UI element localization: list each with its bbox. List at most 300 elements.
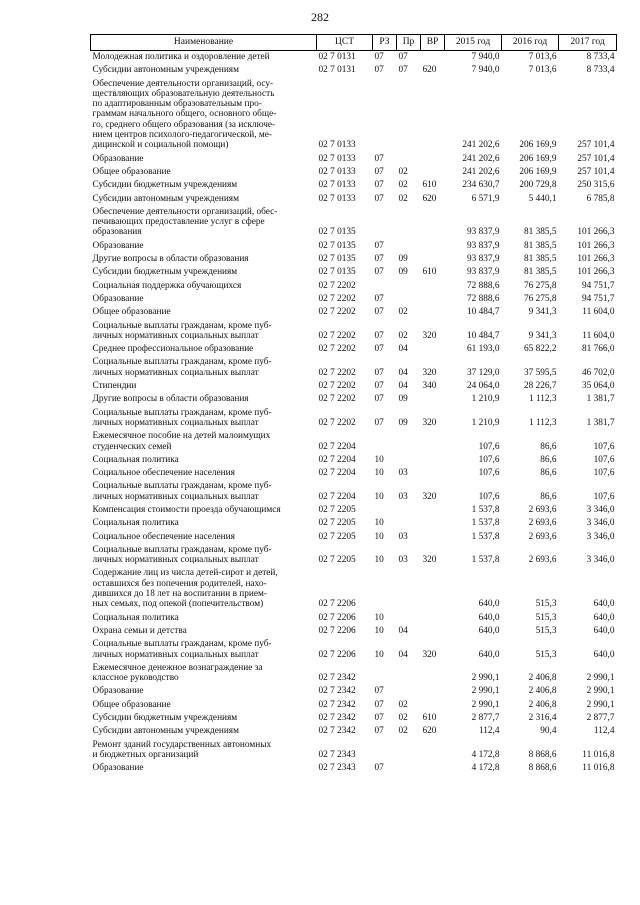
row-2017-cell: 107,6 [593, 491, 615, 502]
row-pr-cell: 02 [398, 726, 408, 737]
row-pr-cell: 04 [398, 344, 408, 355]
row-cst-cell: 02 7 2205 [318, 531, 356, 542]
row-vr-cell [421, 531, 445, 544]
row-2017-cell: 257 101,4 [577, 153, 615, 164]
header-2016: 2016 год [502, 35, 559, 51]
row-rz-cell: 10 [374, 649, 384, 660]
row-pr-cell: 09 [398, 267, 408, 278]
row-name-cell: Образование [92, 763, 144, 774]
row-vr-cell [421, 517, 445, 530]
row-cst-cell: 02 7 2206 [318, 599, 356, 610]
row-2017-cell: 640,0 [593, 599, 615, 610]
row-name-cell: Образование [92, 686, 144, 697]
row-2016-cell: 2 693,6 [528, 518, 557, 529]
header-vr: ВР [421, 35, 445, 51]
row-cst-cell: 02 7 2342 [318, 686, 356, 697]
table-row [91, 320, 617, 344]
row-pr-cell [397, 293, 421, 306]
row-rz-cell [373, 78, 397, 153]
row-name-cell: Обеспечение деятельности организаций, обес- печивающих предоставление услуг в сфере образования [92, 206, 278, 238]
row-cst-cell: 02 7 2205 [318, 504, 356, 515]
row-name-cell: Образование [92, 293, 144, 304]
row-2016-cell: 28 226,7 [523, 381, 557, 392]
row-name-cell: Охрана семьи и детства [92, 625, 187, 636]
row-name-cell: Субсидии бюджетным учреждениям [92, 180, 238, 191]
row-vr-cell: 320 [422, 649, 437, 660]
budget-table [90, 34, 617, 776]
row-2016-cell: 7 013,6 [528, 52, 557, 62]
table-row [91, 685, 617, 698]
row-pr-cell [397, 430, 421, 454]
row-vr-cell [421, 240, 445, 253]
row-2017-cell: 1 381,7 [586, 394, 615, 405]
row-rz-cell: 07 [374, 367, 384, 378]
row-2015-cell: 2 877,7 [471, 713, 500, 724]
page-number: 282 [311, 10, 329, 24]
row-cst-cell: 02 7 2204 [318, 441, 356, 452]
row-rz-cell: 07 [374, 65, 384, 76]
row-pr-cell: 02 [398, 699, 408, 710]
row-pr-cell [397, 454, 421, 467]
table-row [91, 266, 617, 279]
row-2015-cell: 93 837,9 [466, 267, 500, 278]
row-cst-cell: 02 7 2343 [318, 749, 356, 760]
row-rz-cell: 07 [374, 699, 384, 710]
row-2015-cell: 4 172,8 [471, 749, 500, 760]
row-cst-cell: 02 7 2202 [318, 381, 356, 392]
row-vr-cell [421, 762, 445, 775]
header-rz: РЗ [373, 35, 397, 51]
row-name-cell: Социальная политика [92, 612, 179, 623]
row-2015-cell: 640,0 [478, 625, 500, 636]
row-cst-cell: 02 7 2202 [318, 417, 356, 428]
row-2016-cell: 7 013,6 [528, 65, 557, 76]
row-name-cell: Стипендии [92, 381, 137, 392]
row-2015-cell: 241 202,6 [462, 140, 500, 151]
row-2015-cell: 2 990,1 [471, 673, 500, 684]
row-name-cell: Социальные выплаты гражданам, кроме пуб- личных нормативных социальных выплат [92, 481, 272, 502]
row-2015-cell: 1 537,8 [471, 518, 500, 529]
table-row [91, 531, 617, 544]
row-2016-cell: 86,6 [540, 468, 557, 479]
row-2017-cell: 640,0 [593, 612, 615, 623]
row-name-cell: Субсидии автономным учреждениям [92, 193, 239, 204]
row-2016-cell: 86,6 [540, 441, 557, 452]
row-2017-cell: 94 751,7 [581, 293, 615, 304]
row-vr-cell: 320 [422, 367, 437, 378]
row-vr-cell [421, 699, 445, 712]
row-pr-cell: 02 [398, 307, 408, 318]
row-name-cell: Содержание лиц из числа детей-сирот и детей, оставшихся без попечения родителей, нахо- дившихся до 18 лет на воспитании в прием- ных семьях, под опекой (попечительством) [92, 568, 278, 610]
table-row [91, 612, 617, 625]
row-cst-cell: 02 7 2204 [318, 491, 356, 502]
row-vr-cell [421, 343, 445, 356]
row-2016-cell: 2 693,6 [528, 504, 557, 515]
row-cst-cell: 02 7 0131 [318, 52, 356, 62]
row-rz-cell: 07 [374, 293, 384, 304]
row-vr-cell [421, 51, 445, 65]
row-2016-cell: 206 169,9 [519, 166, 557, 177]
row-cst-cell: 02 7 0133 [318, 166, 356, 177]
row-cst-cell: 02 7 2343 [318, 763, 356, 774]
row-vr-cell: 320 [422, 555, 437, 566]
row-2017-cell: 640,0 [593, 625, 615, 636]
row-vr-cell [421, 612, 445, 625]
row-rz-cell [373, 662, 397, 686]
row-rz-cell: 07 [374, 52, 384, 62]
row-vr-cell: 320 [422, 491, 437, 502]
row-vr-cell [421, 206, 445, 240]
header-2017: 2017 год [559, 35, 617, 51]
row-vr-cell [421, 467, 445, 480]
row-rz-cell [373, 504, 397, 517]
row-2016-cell: 206 169,9 [519, 153, 557, 164]
row-2015-cell: 241 202,6 [462, 153, 500, 164]
row-2016-cell: 86,6 [540, 454, 557, 465]
row-rz-cell [373, 430, 397, 454]
row-vr-cell: 320 [422, 330, 437, 341]
row-2015-cell: 241 202,6 [462, 166, 500, 177]
row-2016-cell: 90,4 [540, 726, 557, 737]
row-vr-cell [421, 454, 445, 467]
row-name-cell: Социальные выплаты гражданам, кроме пуб- личных нормативных социальных выплат [92, 639, 272, 660]
row-2016-cell: 2 693,6 [528, 531, 557, 542]
row-pr-cell: 09 [398, 394, 408, 405]
table-row [91, 380, 617, 393]
table-row [91, 725, 617, 738]
row-vr-cell [421, 166, 445, 179]
row-2015-cell: 1 537,8 [471, 504, 500, 515]
row-vr-cell [421, 253, 445, 266]
row-2015-cell: 107,6 [478, 454, 500, 465]
row-2015-cell: 107,6 [478, 468, 500, 479]
row-2016-cell: 206 169,9 [519, 140, 557, 151]
row-name-cell: Социальная поддержка обучающихся [92, 280, 242, 291]
row-name-cell: Среднее профессиональное образование [92, 344, 254, 355]
row-vr-cell [421, 78, 445, 153]
row-rz-cell: 07 [374, 726, 384, 737]
row-rz-cell: 10 [374, 625, 384, 636]
row-rz-cell: 07 [374, 166, 384, 177]
row-rz-cell: 07 [374, 344, 384, 355]
row-rz-cell [373, 280, 397, 293]
table-row [91, 64, 617, 77]
row-rz-cell: 10 [374, 531, 384, 542]
row-2017-cell: 2 990,1 [586, 699, 615, 710]
row-pr-cell [397, 762, 421, 775]
table-row [91, 407, 617, 431]
table-row [91, 712, 617, 725]
row-2016-cell: 1 112,3 [528, 417, 557, 428]
row-pr-cell [397, 206, 421, 240]
row-rz-cell [373, 206, 397, 240]
row-2015-cell: 112,4 [478, 726, 500, 737]
row-2015-cell: 7 940,0 [471, 65, 500, 76]
row-2017-cell: 101 266,3 [577, 254, 615, 265]
table-row [91, 454, 617, 467]
row-name-cell: Другие вопросы в области образования [92, 254, 249, 265]
table-header-row [91, 35, 617, 51]
row-pr-cell: 02 [398, 193, 408, 204]
row-pr-cell [397, 280, 421, 293]
row-vr-cell: 340 [422, 381, 437, 392]
row-vr-cell: 610 [422, 713, 437, 724]
row-2015-cell: 640,0 [478, 649, 500, 660]
table-row [91, 179, 617, 192]
table-row [91, 166, 617, 179]
row-2015-cell: 72 888,6 [466, 280, 500, 291]
row-2017-cell: 46 702,0 [581, 367, 615, 378]
table-row [91, 699, 617, 712]
table-row [91, 293, 617, 306]
row-vr-cell: 610 [422, 267, 437, 278]
row-pr-cell [397, 739, 421, 763]
row-pr-cell: 09 [398, 254, 408, 265]
row-cst-cell: 02 7 2202 [318, 280, 356, 291]
table-row [91, 638, 617, 662]
row-2017-cell: 257 101,4 [577, 140, 615, 151]
header-cst: ЦСТ [317, 35, 373, 51]
table-row [91, 625, 617, 638]
row-2015-cell: 7 940,0 [471, 52, 500, 62]
row-name-cell: Образование [92, 153, 144, 164]
row-2015-cell: 1 537,8 [471, 555, 500, 566]
row-cst-cell: 02 7 2206 [318, 649, 356, 660]
row-2016-cell: 515,3 [535, 612, 557, 623]
row-name-cell: Компенсация стоимости проезда обучающимся [92, 504, 281, 515]
row-rz-cell: 07 [374, 254, 384, 265]
row-pr-cell: 04 [398, 649, 408, 660]
row-rz-cell: 10 [374, 454, 384, 465]
row-2015-cell: 10 484,7 [466, 307, 500, 318]
row-2017-cell: 101 266,3 [577, 240, 615, 251]
row-pr-cell [397, 240, 421, 253]
row-rz-cell: 07 [374, 180, 384, 191]
row-cst-cell: 02 7 0133 [318, 180, 356, 191]
row-cst-cell: 02 7 0133 [318, 153, 356, 164]
row-vr-cell [421, 504, 445, 517]
row-cst-cell: 02 7 2342 [318, 673, 356, 684]
row-pr-cell: 02 [398, 166, 408, 177]
row-cst-cell: 02 7 0133 [318, 140, 356, 151]
row-rz-cell: 07 [374, 417, 384, 428]
row-2015-cell: 37 129,0 [466, 367, 500, 378]
row-2015-cell: 93 837,9 [466, 254, 500, 265]
row-rz-cell: 07 [374, 330, 384, 341]
row-2017-cell: 101 266,3 [577, 267, 615, 278]
row-name-cell: Молодежная политика и оздоровление детей [92, 52, 270, 62]
row-2015-cell: 2 990,1 [471, 686, 500, 697]
table-row [91, 504, 617, 517]
table-row [91, 662, 617, 686]
row-pr-cell [397, 153, 421, 166]
row-rz-cell: 07 [374, 394, 384, 405]
header-name: Наименование [91, 35, 317, 51]
table-row [91, 78, 617, 153]
table-row [91, 240, 617, 253]
row-2015-cell: 93 837,9 [466, 240, 500, 251]
row-pr-cell: 03 [398, 468, 408, 479]
row-2016-cell: 8 868,6 [528, 763, 557, 774]
row-cst-cell: 02 7 2205 [318, 518, 356, 529]
row-2015-cell: 1 537,8 [471, 531, 500, 542]
row-2017-cell: 250 315,6 [577, 180, 615, 191]
row-2016-cell: 81 385,5 [523, 267, 557, 278]
row-cst-cell: 02 7 2202 [318, 367, 356, 378]
row-2017-cell: 94 751,7 [581, 280, 615, 291]
row-2016-cell: 65 822,2 [523, 344, 557, 355]
row-2016-cell: 515,3 [535, 649, 557, 660]
row-2017-cell: 107,6 [593, 468, 615, 479]
row-pr-cell: 02 [398, 330, 408, 341]
row-2015-cell: 72 888,6 [466, 293, 500, 304]
row-rz-cell: 07 [374, 153, 384, 164]
row-2017-cell: 2 877,7 [586, 713, 615, 724]
row-rz-cell: 10 [374, 491, 384, 502]
row-name-cell: Субсидии автономным учреждениям [92, 65, 239, 76]
row-rz-cell: 07 [374, 686, 384, 697]
row-2017-cell: 11 604,0 [582, 307, 615, 318]
row-cst-cell: 02 7 2202 [318, 307, 356, 318]
row-2016-cell: 9 341,3 [528, 330, 557, 341]
row-vr-cell: 620 [422, 726, 437, 737]
row-cst-cell: 02 7 0133 [318, 193, 356, 204]
row-2017-cell: 3 346,0 [586, 504, 615, 515]
table-row [91, 762, 617, 775]
row-cst-cell: 02 7 0131 [318, 65, 356, 76]
row-2017-cell: 101 266,3 [577, 227, 615, 238]
row-cst-cell: 02 7 2206 [318, 625, 356, 636]
table-row [91, 544, 617, 568]
row-2017-cell: 107,6 [593, 441, 615, 452]
row-2015-cell: 4 172,8 [471, 763, 500, 774]
row-vr-cell [421, 567, 445, 611]
row-rz-cell: 07 [374, 763, 384, 774]
row-cst-cell: 02 7 0135 [318, 267, 356, 278]
row-2016-cell: 9 341,3 [528, 307, 557, 318]
table-row [91, 280, 617, 293]
row-name-cell: Социальные выплаты гражданам, кроме пуб- личных нормативных социальных выплат [92, 320, 272, 341]
row-2015-cell: 640,0 [478, 599, 500, 610]
row-2016-cell: 2 406,8 [528, 686, 557, 697]
row-vr-cell [421, 662, 445, 686]
row-2017-cell: 11 016,8 [582, 763, 615, 774]
row-2016-cell: 2 406,8 [528, 699, 557, 710]
row-name-cell: Общее образование [92, 699, 171, 710]
row-2017-cell: 257 101,4 [577, 166, 615, 177]
table-row [91, 393, 617, 406]
row-2016-cell: 1 112,3 [528, 394, 557, 405]
row-2017-cell: 8 733,4 [586, 65, 615, 76]
row-2017-cell: 640,0 [593, 649, 615, 660]
row-2015-cell: 6 571,9 [471, 193, 500, 204]
table-row [91, 517, 617, 530]
row-2017-cell: 81 766,0 [581, 344, 615, 355]
row-2016-cell: 81 385,5 [523, 227, 557, 238]
row-2015-cell: 1 210,9 [471, 417, 500, 428]
row-cst-cell: 02 7 2342 [318, 699, 356, 710]
row-2015-cell: 1 210,9 [471, 394, 500, 405]
row-2017-cell: 112,4 [593, 726, 615, 737]
row-2015-cell: 93 837,9 [466, 227, 500, 238]
row-rz-cell [373, 567, 397, 611]
table-row [91, 467, 617, 480]
row-vr-cell [421, 280, 445, 293]
table-row [91, 306, 617, 319]
table-row [91, 193, 617, 206]
row-pr-cell [397, 612, 421, 625]
row-pr-cell: 07 [398, 65, 408, 76]
row-vr-cell [421, 293, 445, 306]
row-pr-cell: 02 [398, 713, 408, 724]
row-2017-cell: 107,6 [593, 454, 615, 465]
row-name-cell: Социальные выплаты гражданам, кроме пуб- личных нормативных социальных выплат [92, 544, 272, 566]
table-row [91, 343, 617, 356]
row-rz-cell: 10 [374, 612, 384, 623]
row-pr-cell: 07 [398, 52, 408, 62]
row-cst-cell: 02 7 2202 [318, 394, 356, 405]
row-rz-cell: 07 [374, 713, 384, 724]
row-vr-cell [421, 625, 445, 638]
row-pr-cell [397, 504, 421, 517]
row-2016-cell: 76 275,8 [523, 280, 557, 291]
table-row [91, 480, 617, 504]
row-rz-cell: 10 [374, 468, 384, 479]
row-vr-cell [421, 739, 445, 763]
row-2016-cell: 515,3 [535, 625, 557, 636]
row-rz-cell: 10 [374, 555, 384, 566]
row-vr-cell [421, 393, 445, 406]
row-pr-cell [397, 567, 421, 611]
row-name-cell: Социальные выплаты гражданам, кроме пуб- личных нормативных социальных выплат [92, 357, 272, 378]
row-name-cell: Ежемесячное денежное вознаграждение за классное руководство [92, 662, 263, 684]
row-name-cell: Образование [92, 240, 144, 251]
row-2017-cell: 6 785,8 [586, 193, 615, 204]
row-2015-cell: 10 484,7 [466, 330, 500, 341]
row-2016-cell: 8 868,6 [528, 749, 557, 760]
row-2016-cell: 81 385,5 [523, 240, 557, 251]
row-2015-cell: 234 630,7 [462, 180, 500, 191]
row-name-cell: Социальные выплаты гражданам, кроме пуб- личных нормативных социальных выплат [92, 407, 272, 428]
row-pr-cell [397, 685, 421, 698]
row-pr-cell [397, 662, 421, 686]
row-name-cell: Социальная политика [92, 518, 179, 529]
row-cst-cell: 02 7 2342 [318, 726, 356, 737]
row-2015-cell: 107,6 [478, 491, 500, 502]
row-2016-cell: 2 316,4 [528, 713, 557, 724]
row-vr-cell [421, 430, 445, 454]
row-name-cell: Социальная политика [92, 454, 179, 465]
row-name-cell: Социальное обеспечение населения [92, 531, 235, 542]
row-2016-cell: 76 275,8 [523, 293, 557, 304]
row-rz-cell: 07 [374, 307, 384, 318]
row-rz-cell: 07 [374, 381, 384, 392]
row-name-cell: Субсидии бюджетным учреждениям [92, 267, 238, 278]
row-vr-cell: 620 [422, 65, 437, 76]
row-pr-cell: 04 [398, 381, 408, 392]
row-2017-cell: 3 346,0 [586, 518, 615, 529]
row-2016-cell: 515,3 [535, 599, 557, 610]
row-2017-cell: 8 733,4 [586, 52, 615, 62]
row-2017-cell: 3 346,0 [586, 555, 615, 566]
row-2017-cell: 3 346,0 [586, 531, 615, 542]
row-cst-cell: 02 7 2206 [318, 612, 356, 623]
row-pr-cell: 03 [398, 555, 408, 566]
row-vr-cell: 320 [422, 417, 437, 428]
row-vr-cell: 620 [422, 193, 437, 204]
row-pr-cell: 09 [398, 417, 408, 428]
row-2015-cell: 61 193,0 [466, 344, 500, 355]
